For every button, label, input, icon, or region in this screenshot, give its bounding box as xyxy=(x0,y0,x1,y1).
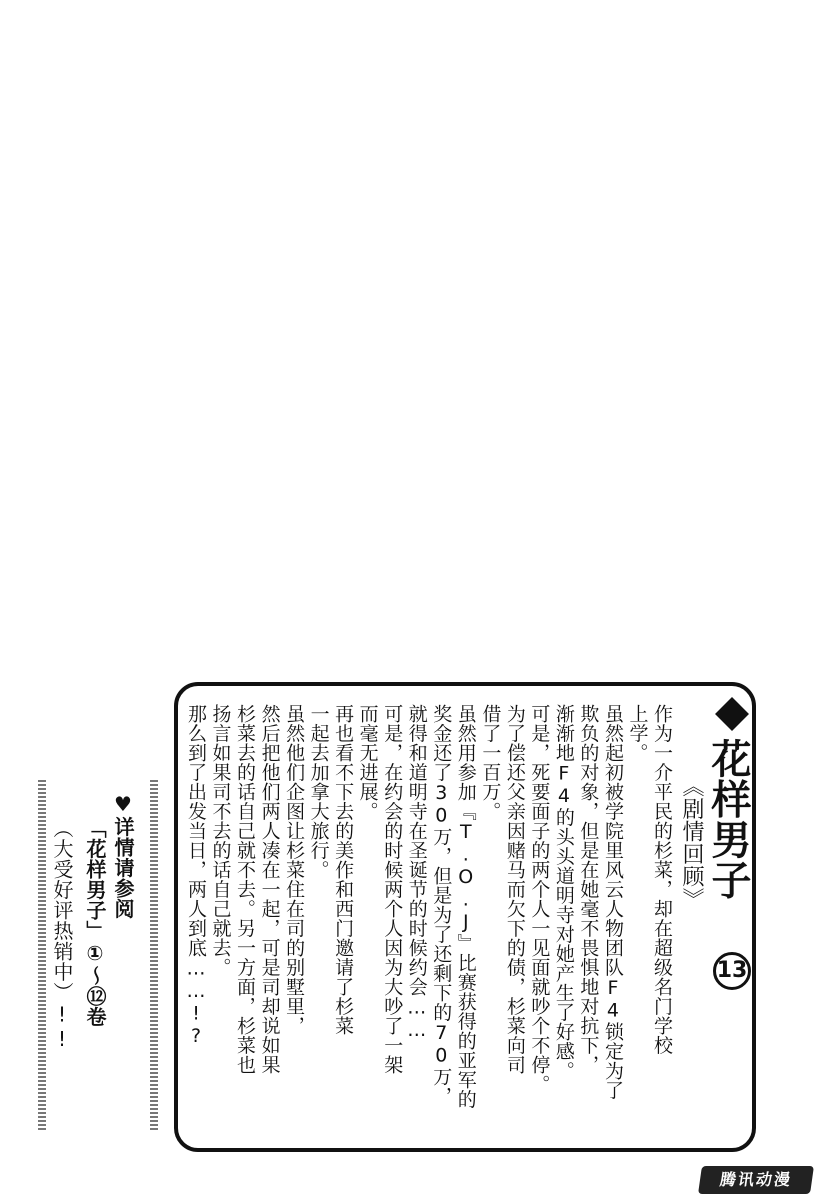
recap-line: 可是，在约会的时候两个人因为大吵了一架 xyxy=(381,704,404,1075)
recap-line: 渐渐地F4的头头道明寺对她产生了好感。 xyxy=(552,704,575,1081)
sidebar-volumes: 「花样男子」①～⑫卷 xyxy=(83,818,107,1027)
recap-line: 虽然用参加『T.O.J』比赛获得的亚军的 xyxy=(454,704,477,1109)
sidebar-border-left xyxy=(38,780,46,1130)
recap-line: 就得和道明寺在圣诞节的时候约会…… xyxy=(405,704,428,1042)
recap-line: 杉菜去的话自己就不去。另一方面，杉菜也 xyxy=(234,704,257,1075)
recap-line: 可是，死要面子的两个人一见面就吵个不停。 xyxy=(528,704,551,1094)
series-title: 花样男子 xyxy=(705,738,751,900)
sidebar-bestseller: （大受好评热销中）!! xyxy=(50,818,74,1052)
recap-line: 而毫无进展。 xyxy=(356,704,379,821)
sidebar-border-right xyxy=(150,780,158,1130)
recap-line: 奖金还了30万，但是为了还剩下的70万， xyxy=(430,704,453,1106)
recap-line: 那么到了出发当日，两人到底……!? xyxy=(185,704,207,1048)
recap-line: 上学。 xyxy=(626,704,649,763)
recap-line: 再也看不下去的美作和西门邀请了杉菜 xyxy=(332,704,355,1036)
recap-line: 然后把他们两人凑在一起，可是司却说如果 xyxy=(258,704,281,1075)
sidebar-see-details: ♥详情请参阅 xyxy=(111,792,135,919)
recap-line: 虽然起初被学院里风云人物团队F4锁定为了 xyxy=(601,704,624,1100)
recap-heading: 《剧情回顾》 xyxy=(679,775,704,910)
recap-line: 欺负的对象，但是在她毫不畏惧地对抗下， xyxy=(577,704,600,1075)
recap-line: 虽然他们企图让杉菜住在司的别墅里， xyxy=(283,704,306,1036)
recap-line: 扬言如果司不去的话自己就去。 xyxy=(209,704,232,977)
watermark-logo: 腾讯动漫 xyxy=(698,1166,814,1194)
recap-line: 为了偿还父亲因赌马而欠下的债，杉菜向司 xyxy=(503,704,526,1075)
recap-line: 一起去加拿大旅行。 xyxy=(307,704,330,880)
volume-badge: 13 xyxy=(713,952,751,990)
recap-line: 作为一介平民的杉菜，却在超级名门学校 xyxy=(651,704,673,1055)
recap-line: 借了一百万。 xyxy=(479,704,502,821)
